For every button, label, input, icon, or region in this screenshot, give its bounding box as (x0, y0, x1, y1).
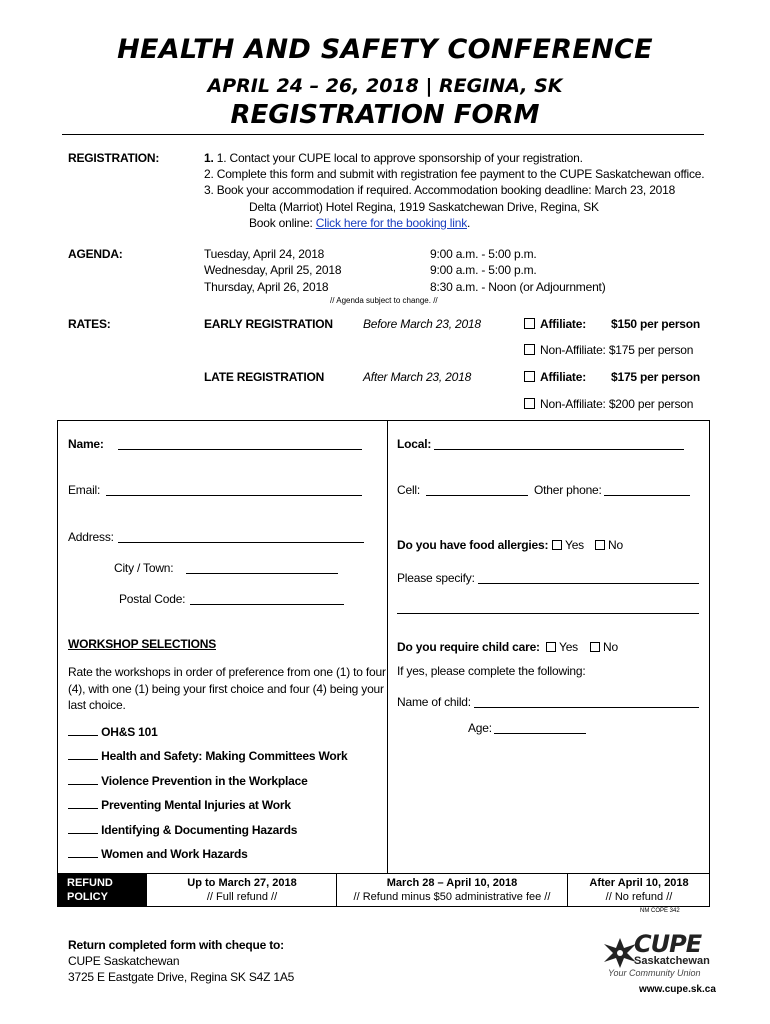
email-input[interactable] (106, 484, 362, 496)
form-column-divider (387, 421, 388, 873)
registration-step-1: 1. 1. Contact your CUPE local to approve sponsorship of your registration. (204, 151, 583, 165)
header-divider (62, 134, 704, 135)
refund-policy-label: REFUND POLICY (58, 873, 147, 906)
agenda-day-2: Wednesday, April 25, 2018 (204, 263, 342, 277)
registration-step-2: 2. Complete this form and submit with registration fee payment to the CUPE Saskatchewan office. (204, 167, 705, 181)
child-name-input[interactable] (474, 696, 699, 708)
registration-label: REGISTRATION: (68, 151, 160, 165)
logo-text: CUPE (634, 930, 702, 958)
please-specify-input[interactable] (478, 572, 699, 584)
booking-line: Book online: Click here for the booking link. (249, 216, 471, 230)
checkbox-icon[interactable] (524, 371, 535, 382)
local-input[interactable] (434, 438, 684, 450)
postal-code-input[interactable] (190, 593, 344, 605)
late-registration-label: LATE REGISTRATION (204, 370, 325, 384)
workshop-rank-input[interactable] (68, 797, 98, 809)
workshop-item: Health and Safety: Making Committees Work (68, 748, 347, 763)
food-allergies-question: Do you have food allergies: (397, 538, 549, 552)
cell-input[interactable] (426, 484, 528, 496)
child-care-question: Do you require child care: (397, 640, 540, 654)
early-registration-date: Before March 23, 2018 (363, 317, 481, 331)
age-input[interactable] (494, 722, 586, 734)
childcare-yes-option[interactable]: Yes (546, 640, 578, 654)
local-label: Local: (397, 437, 432, 451)
city-input[interactable] (186, 562, 338, 574)
early-affiliate-option[interactable]: Affiliate: (524, 317, 586, 331)
workshop-rank-input[interactable] (68, 846, 98, 858)
form-code: NM COPE 342 (640, 908, 680, 914)
name-label: Name: (68, 437, 104, 451)
email-label: Email: (68, 483, 101, 497)
workshop-rank-input[interactable] (68, 724, 98, 736)
workshop-item: Identifying & Documenting Hazards (68, 822, 297, 837)
return-title: Return completed form with cheque to: (68, 938, 284, 952)
rates-label: RATES: (68, 317, 111, 331)
other-phone-input[interactable] (604, 484, 690, 496)
form-title: REGISTRATION FORM (230, 100, 540, 130)
postal-code-label: Postal Code: (119, 592, 186, 606)
refund-tier-1: Up to March 27, 2018 // Full refund // (187, 877, 297, 903)
workshop-item: Violence Prevention in the Workplace (68, 773, 308, 788)
agenda-time-1: 9:00 a.m. - 5:00 p.m. (430, 247, 537, 261)
late-registration-date: After March 23, 2018 (363, 370, 472, 384)
workshop-instructions-2: (4), with one (1) being your first choice and four (4) being your (68, 682, 384, 696)
agenda-label: AGENDA: (68, 247, 123, 261)
checkbox-icon[interactable] (524, 318, 535, 329)
return-organization: CUPE Saskatchewan (68, 954, 180, 968)
city-label: City / Town: (114, 561, 174, 575)
name-input[interactable] (118, 438, 362, 450)
checkbox-icon[interactable] (546, 642, 556, 652)
booking-link[interactable]: Click here for the booking link (315, 216, 467, 230)
website: www.cupe.sk.ca (639, 984, 716, 995)
workshop-item: OH&S 101 (68, 724, 158, 739)
please-specify-input-line-2[interactable] (397, 602, 699, 614)
workshop-instructions-1: Rate the workshops in order of preference from one (1) to four (68, 665, 386, 679)
agenda-day-3: Thursday, April 26, 2018 (204, 280, 329, 294)
workshop-rank-input[interactable] (68, 773, 98, 785)
child-name-label: Name of child: (397, 695, 471, 709)
address-input[interactable] (118, 531, 364, 543)
allergies-yes-option[interactable]: Yes (552, 538, 584, 552)
please-specify-label: Please specify: (397, 571, 475, 585)
registration-step-3: 3. Book your accommodation if required. Accommodation booking deadline: March 23, 2018 (204, 183, 676, 197)
workshop-item: Preventing Mental Injuries at Work (68, 797, 291, 812)
workshop-selections-title: WORKSHOP SELECTIONS (68, 637, 216, 651)
checkbox-icon[interactable] (552, 540, 562, 550)
workshop-instructions-3: last choice. (68, 698, 126, 712)
workshop-item: Women and Work Hazards (68, 846, 248, 861)
late-non-affiliate-option[interactable]: Non-Affiliate: $200 per person (524, 397, 693, 411)
if-yes-label: If yes, please complete the following: (397, 664, 586, 678)
workshop-rank-input[interactable] (68, 822, 98, 834)
checkbox-icon[interactable] (524, 398, 535, 409)
logo-tagline: Your Community Union (608, 968, 701, 978)
late-affiliate-price: $175 per person (611, 370, 701, 384)
address-label: Address: (68, 530, 114, 544)
conference-dates: APRIL 24 – 26, 2018 | REGINA, SK (207, 75, 563, 97)
allergies-no-option[interactable]: No (595, 538, 623, 552)
early-non-affiliate-option[interactable]: Non-Affiliate: $175 per person (524, 343, 693, 357)
refund-tier-3: After April 10, 2018 // No refund // (589, 877, 689, 903)
agenda-time-2: 9:00 a.m. - 5:00 p.m. (430, 263, 537, 277)
late-affiliate-option[interactable]: Affiliate: (524, 370, 586, 384)
early-registration-label: EARLY REGISTRATION (204, 317, 333, 331)
childcare-no-option[interactable]: No (590, 640, 618, 654)
checkbox-icon[interactable] (524, 344, 535, 355)
checkbox-icon[interactable] (590, 642, 600, 652)
cell-label: Cell: (397, 483, 421, 497)
logo-subtext: Saskatchewan (634, 955, 710, 967)
age-label: Age: (468, 721, 492, 735)
return-address: 3725 E Eastgate Drive, Regina SK S4Z 1A5 (68, 970, 295, 984)
other-phone-label: Other phone: (534, 483, 602, 497)
refund-tier-2: March 28 – April 10, 2018 // Refund minus $50 administrative fee // (353, 877, 551, 903)
agenda-day-1: Tuesday, April 24, 2018 (204, 247, 325, 261)
workshop-rank-input[interactable] (68, 748, 98, 760)
conference-title: HEALTH AND SAFETY CONFERENCE (117, 34, 653, 65)
checkbox-icon[interactable] (595, 540, 605, 550)
cupe-logo (600, 930, 710, 982)
hotel-address: Delta (Marriot) Hotel Regina, 1919 Saskatchewan Drive, Regina, SK (249, 200, 599, 214)
agenda-time-3: 8:30 a.m. - Noon (or Adjournment) (430, 280, 606, 294)
early-affiliate-price: $150 per person (611, 317, 701, 331)
agenda-note: // Agenda subject to change. // (330, 296, 438, 305)
